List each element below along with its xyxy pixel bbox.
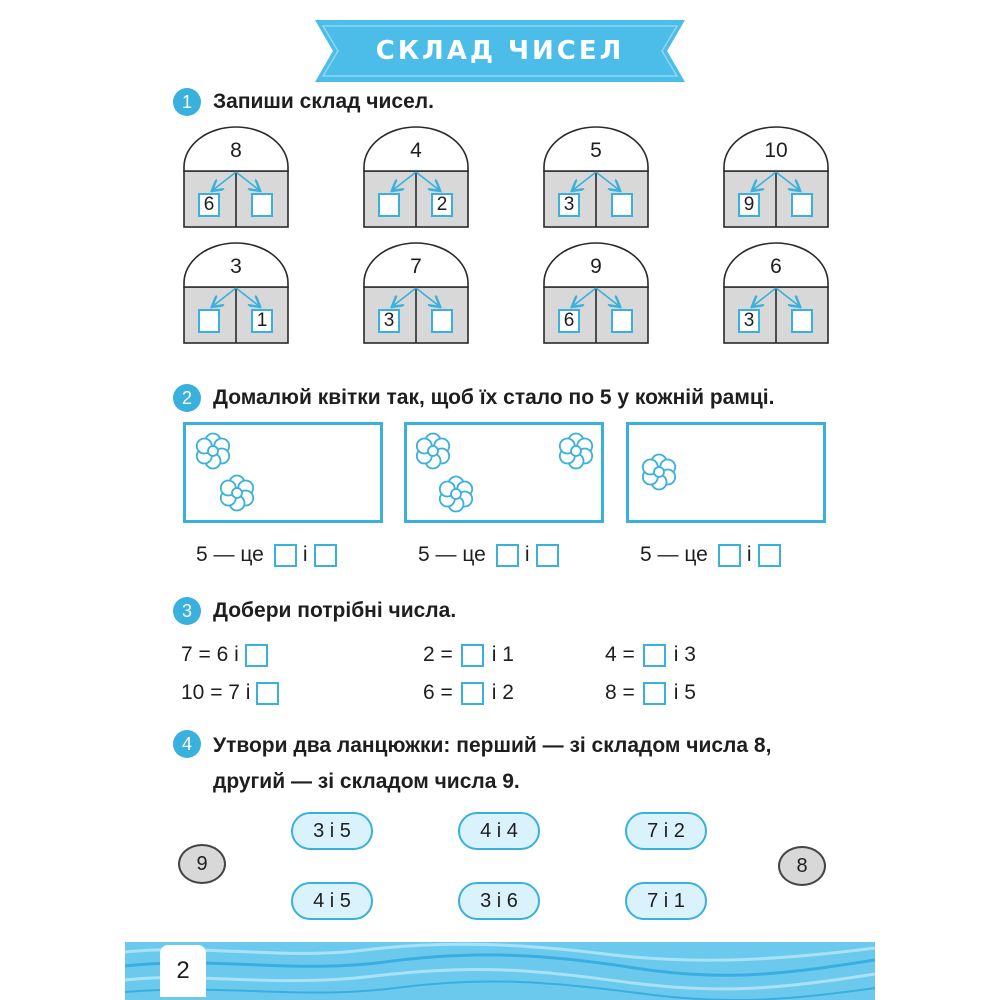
house-right-box[interactable]: 2: [431, 193, 453, 217]
equation-text: 4 =: [605, 643, 635, 666]
answer-box[interactable]: [718, 544, 741, 567]
task-number-badge: 2: [173, 384, 201, 412]
equation-text: 2 =: [423, 643, 453, 666]
house-diagram: [363, 127, 469, 231]
house-right-box[interactable]: [611, 193, 633, 217]
chain-pill[interactable]: 3 і 6: [458, 882, 540, 920]
house-total-number: 7: [410, 255, 422, 278]
house-left-box[interactable]: [198, 309, 220, 333]
answer-box[interactable]: [461, 682, 484, 705]
equation-text: і 3: [673, 643, 696, 666]
page-title: СКЛАД ЧИСЕЛ: [375, 36, 625, 66]
chain-start-circle[interactable]: 8: [778, 846, 826, 886]
house-diagram: [363, 243, 469, 347]
flower-icon: [190, 428, 236, 474]
flower-icon: [433, 471, 479, 517]
task-1-header: [173, 88, 434, 116]
house-total-number: 9: [590, 255, 602, 278]
house-diagram: [183, 243, 289, 347]
equation-prefix: 5 — це: [196, 543, 264, 566]
chain-start-circle[interactable]: 9: [178, 844, 226, 884]
answer-box[interactable]: [536, 544, 559, 567]
equation-text: і 1: [491, 643, 514, 666]
answer-box[interactable]: [758, 544, 781, 567]
house-total-number: 10: [764, 139, 788, 162]
task-instruction: Добери потрібні числа.: [213, 599, 457, 622]
number-equation: [605, 643, 696, 667]
house-diagram: [723, 243, 829, 347]
task-instruction: Запиши склад чисел.: [213, 90, 434, 113]
house-right-box[interactable]: [611, 309, 633, 333]
task-instruction: [213, 728, 771, 800]
house-diagram: [183, 127, 289, 231]
house-diagram: [543, 127, 649, 231]
house-right-box[interactable]: [791, 309, 813, 333]
task-number-badge: 3: [173, 597, 201, 625]
chain-pill[interactable]: 4 і 5: [291, 882, 373, 920]
house-diagram: [543, 243, 649, 347]
task-number-badge: 1: [173, 88, 201, 116]
composition-equation-3: [640, 543, 787, 567]
flower-icon: [410, 428, 456, 474]
number-equation: [605, 681, 696, 705]
flower-icon: [214, 470, 260, 516]
house-total-number: 8: [230, 139, 242, 162]
equation-prefix: 5 — це: [418, 543, 486, 566]
house-left-box[interactable]: 6: [198, 193, 220, 217]
house-total-number: 4: [410, 139, 422, 162]
number-equation: [181, 643, 268, 667]
equation-and: і: [746, 543, 752, 566]
chain-pill[interactable]: 3 і 5: [291, 812, 373, 850]
answer-box[interactable]: [643, 644, 666, 667]
equation-prefix: 5 — це: [640, 543, 708, 566]
task-4-header: [173, 728, 771, 800]
footer-water-band: [125, 942, 875, 1000]
house-right-box[interactable]: [791, 193, 813, 217]
house-left-box[interactable]: 3: [558, 193, 580, 217]
answer-box[interactable]: [274, 544, 297, 567]
house-left-box[interactable]: 6: [558, 309, 580, 333]
equation-text: 8 =: [605, 681, 635, 704]
house-right-box[interactable]: [251, 193, 273, 217]
equation-and: і: [302, 543, 308, 566]
chain-pill[interactable]: 7 і 1: [625, 882, 707, 920]
house-left-box[interactable]: 9: [738, 193, 760, 217]
equation-text: і 5: [673, 681, 696, 704]
house-left-box[interactable]: 3: [378, 309, 400, 333]
number-equation: [423, 681, 514, 705]
equation-text: 10 = 7 і: [181, 681, 251, 704]
house-right-box[interactable]: 1: [251, 309, 273, 333]
equation-text: 6 =: [423, 681, 453, 704]
title-banner: [315, 20, 685, 82]
chain-pill[interactable]: 7 і 2: [625, 812, 707, 850]
number-equation: [181, 681, 279, 705]
task-instruction-line-1: Утвори два ланцюжки: перший — зі складом числа 8,: [213, 734, 772, 757]
house-diagram: [723, 127, 829, 231]
equation-text: і 2: [491, 681, 514, 704]
flower-icon: [553, 428, 599, 474]
house-right-box[interactable]: [431, 309, 453, 333]
answer-box[interactable]: [245, 644, 268, 667]
answer-box[interactable]: [496, 544, 519, 567]
page-number: 2: [160, 945, 206, 997]
house-left-box[interactable]: [378, 193, 400, 217]
chain-pill[interactable]: 4 і 4: [458, 812, 540, 850]
task-instruction-line-2: другий — зі складом числа 9.: [213, 770, 520, 793]
task-number-badge: 4: [173, 730, 201, 758]
answer-box[interactable]: [643, 682, 666, 705]
house-total-number: 5: [590, 139, 602, 162]
task-instruction: Домалюй квітки так, щоб їх стало по 5 у кожній рамці.: [213, 386, 775, 409]
answer-box[interactable]: [256, 682, 279, 705]
composition-equation-2: [418, 543, 565, 567]
house-total-number: 3: [230, 255, 242, 278]
equation-text: 7 = 6 і: [181, 643, 239, 666]
flower-icon: [636, 449, 682, 495]
task-3-header: [173, 597, 456, 625]
task-2-header: [173, 384, 774, 412]
number-equation: [423, 643, 514, 667]
house-left-box[interactable]: 3: [738, 309, 760, 333]
answer-box[interactable]: [314, 544, 337, 567]
answer-box[interactable]: [461, 644, 484, 667]
house-total-number: 6: [770, 255, 782, 278]
equation-and: і: [524, 543, 530, 566]
water-pattern: [125, 942, 875, 1000]
composition-equation-1: [196, 543, 343, 567]
